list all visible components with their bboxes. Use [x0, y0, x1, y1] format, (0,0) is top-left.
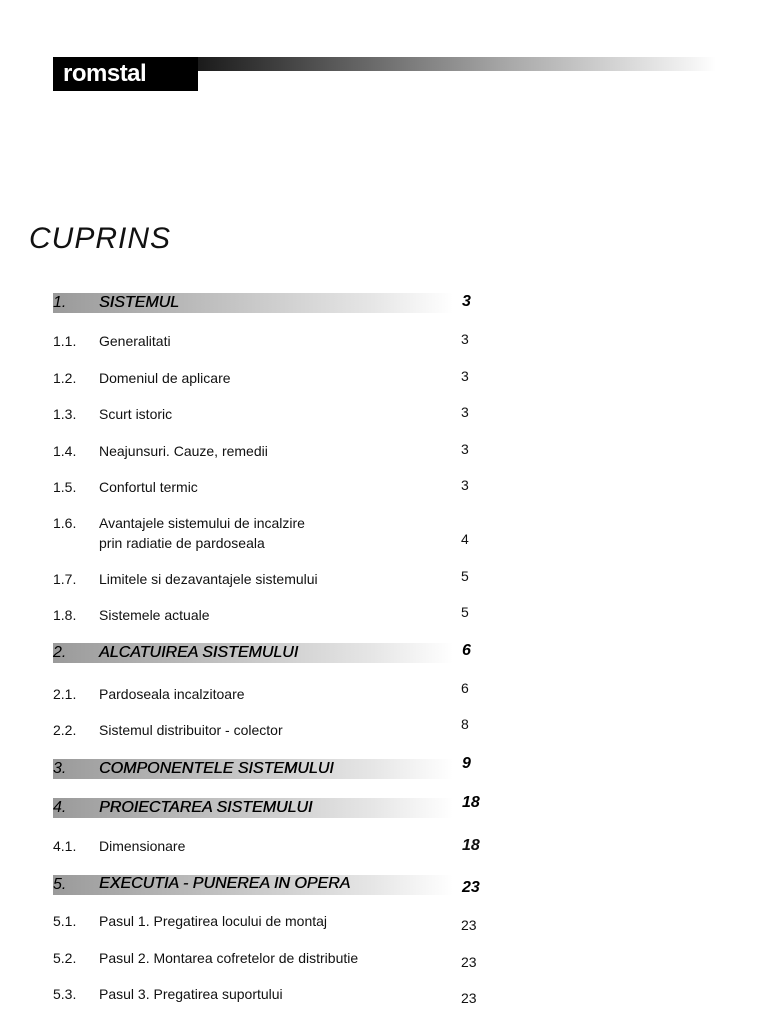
toc-item-number: 5.2. — [53, 950, 77, 966]
section-number: 2. — [53, 644, 67, 661]
toc-item-page: 3 — [461, 404, 469, 420]
toc-item-page: 6 — [461, 680, 469, 696]
toc-item-page: 3 — [461, 477, 469, 493]
toc-item-page: 3 — [461, 368, 469, 384]
toc-item-page: 4 — [461, 531, 469, 547]
section-page: 6 — [462, 642, 471, 659]
toc-item-title: Pasul 1. Pregatirea locului de montaj — [99, 913, 328, 929]
toc-item-number: 1.6. — [53, 515, 77, 531]
toc-item-number: 1.5. — [53, 479, 77, 495]
toc-item-page: 23 — [461, 917, 477, 933]
toc-item-title: Sistemul distribuitor - colector — [99, 722, 283, 738]
romstal-logo: romstal — [53, 57, 198, 91]
toc-item-number: 2.2. — [53, 722, 77, 738]
toc-item-number: 1.2. — [53, 370, 77, 386]
toc-item-number: 2.1. — [53, 686, 77, 702]
section-title: ALCATUIREA SISTEMULUI — [99, 644, 299, 661]
toc-item-title: Dimensionare — [99, 838, 186, 854]
toc-item-page: 8 — [461, 716, 469, 732]
toc-item-title: Scurt istoric — [99, 406, 173, 422]
section-page: 18 — [462, 794, 480, 811]
toc-item-page: 18 — [462, 837, 480, 854]
toc-item-title: Pasul 3. Pregatirea suportului — [99, 986, 283, 1002]
section-number: 3. — [53, 760, 67, 777]
section-page: 3 — [462, 293, 471, 310]
section-number: 1. — [53, 294, 67, 311]
toc-item-title-line1: Avantajele sistemului de incalzire — [99, 515, 305, 531]
toc-item-page: 5 — [461, 604, 469, 620]
section-title: EXECUTIA - PUNEREA IN OPERA — [99, 875, 351, 892]
toc-item-number: 1.8. — [53, 607, 77, 623]
toc-item-title: Generalitati — [99, 333, 171, 349]
toc-item-page: 23 — [461, 990, 477, 1006]
section-page: 23 — [462, 879, 480, 896]
toc-item-title: Pardoseala incalzitoare — [99, 686, 245, 702]
section-title: COMPONENTELE SISTEMULUI — [99, 760, 334, 777]
toc-item-page: 3 — [461, 441, 469, 457]
section-title: SISTEMUL — [99, 294, 180, 311]
section-number: 5. — [53, 876, 67, 893]
toc-item-number: 1.3. — [53, 406, 77, 422]
toc-item-title: Sistemele actuale — [99, 607, 210, 623]
section-title: PROIECTAREA SISTEMULUI — [99, 799, 313, 816]
toc-item-number: 1.1. — [53, 333, 77, 349]
toc-item-title: Domeniul de aplicare — [99, 370, 231, 386]
toc-item-page: 3 — [461, 331, 469, 347]
section-number: 4. — [53, 799, 67, 816]
toc-item-number: 1.7. — [53, 571, 77, 587]
header-gradient-bar — [196, 57, 716, 71]
toc-item-title: Neajunsuri. Cauze, remedii — [99, 443, 268, 459]
toc-item-page: 23 — [461, 954, 477, 970]
toc-item-title: Pasul 2. Montarea cofretelor de distributie — [99, 950, 359, 966]
page-title: CUPRINS — [29, 222, 172, 255]
toc-item-number: 4.1. — [53, 838, 77, 854]
toc-item-title: Confortul termic — [99, 479, 198, 495]
toc-item-number: 5.3. — [53, 986, 77, 1002]
toc-item-title-line2: prin radiatie de pardoseala — [99, 535, 265, 551]
section-page: 9 — [462, 755, 471, 772]
toc-item-page: 5 — [461, 568, 469, 584]
toc-item-title: Limitele si dezavantajele sistemului — [99, 571, 318, 587]
toc-item-number: 5.1. — [53, 913, 77, 929]
toc-item-number: 1.4. — [53, 443, 77, 459]
